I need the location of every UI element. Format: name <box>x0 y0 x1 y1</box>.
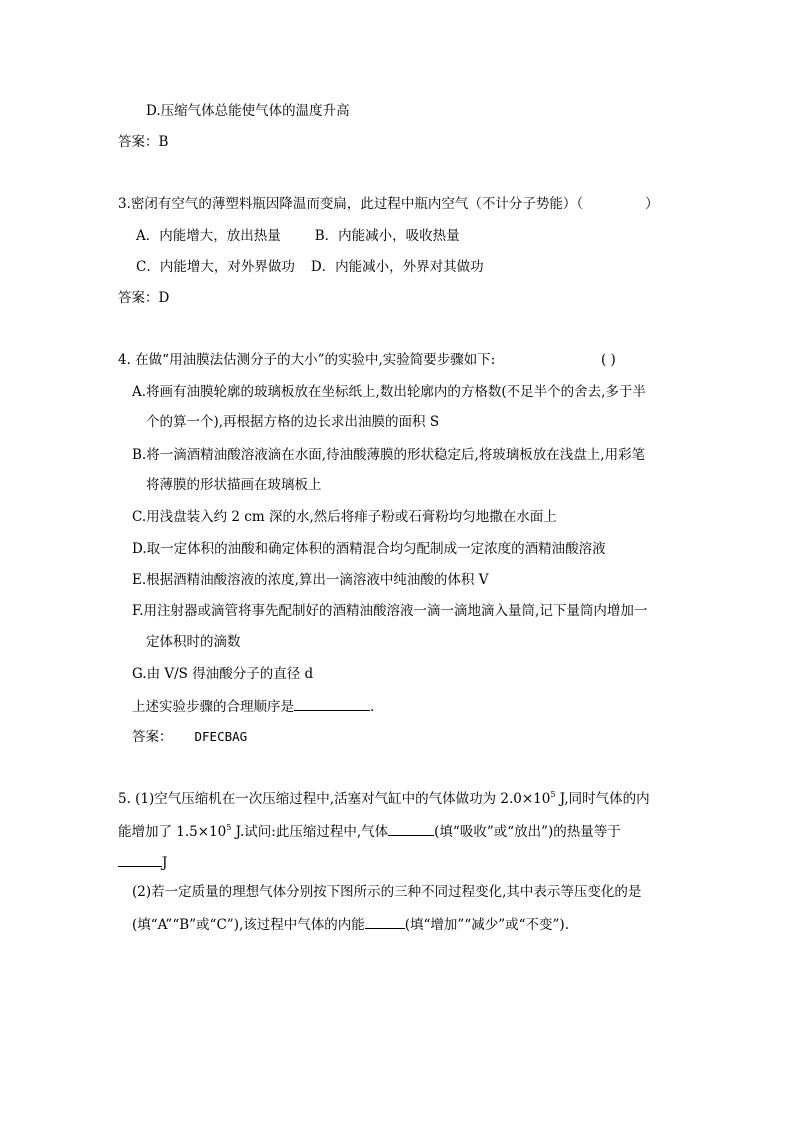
q4-step-e: E.根据酒精油酸溶液的浓度,算出一滴溶液中纯油酸的体积 V <box>132 572 489 588</box>
q3-option-a: A．内能增大，放出热量 <box>136 228 281 244</box>
q3-option-c: C．内能增大，对外界做功 <box>136 259 295 275</box>
q4-answer-value: DFECBAG <box>194 729 248 744</box>
q5-part2-text-a: (填“A”“B”或“C”),该过程中气体的内能 <box>132 917 365 933</box>
q5-part1-line-1 <box>118 790 650 808</box>
q4-answer-blank[interactable] <box>294 696 370 711</box>
q3-stem-close: ） <box>645 196 659 212</box>
q3-stem <box>118 195 659 213</box>
q5-p2-text-a: 能增加了 1.5×10 <box>118 824 227 840</box>
q4-paren: ( ) <box>601 352 616 368</box>
q4-step-b-line-2: 将薄膜的形状描画在玻璃板上 <box>146 477 322 493</box>
q5-p2-exponent: 5 <box>226 823 232 832</box>
q5-absorb-release-blank[interactable] <box>388 821 434 836</box>
q2-answer: 答案：B <box>118 134 169 150</box>
q5-heat-unit: J <box>162 855 168 871</box>
q4-step-c: C.用浅盘装入约 2 cm 深的水,然后将痱子粉或石膏粉均匀地撒在水面上 <box>132 509 557 525</box>
q5-p1-text-b: J,同时气体的内 <box>555 791 650 807</box>
q4-stem: 4. 在做“用油膜法估测分子的大小”的实验中,实验简要步骤如下: <box>118 352 496 368</box>
q3-option-d: D．内能减小，外界对其做功 <box>310 259 484 275</box>
q4-step-a-line-2: 个的算一个),再根据方格的边长求出油膜的面积 S <box>146 414 440 430</box>
q5-part2-text-b: (填“增加”“减少”或“不变”). <box>404 917 569 933</box>
q4-step-g: G.由 V/S 得油酸分子的直径 d <box>132 666 314 682</box>
q5-p2-text-b: J.试问:此压缩过程中,气体 <box>231 824 389 840</box>
q3-option-b: B．内能减小，吸收热量 <box>314 228 460 244</box>
q4-question-text: 上述实验步骤的合理顺序是 <box>132 699 294 715</box>
q4-answer <box>132 728 247 746</box>
q3-options-row-1 <box>136 227 460 245</box>
q4-answer-label: 答案： <box>132 729 173 745</box>
q4-step-a-line-1: A.将画有油膜轮廓的玻璃板放在坐标纸上,数出轮廓内的方格数(不足半个的舍去,多于半 <box>132 384 646 400</box>
q4-step-d: D.取一定体积的油酸和确定体积的酒精混合均匀配制成一定浓度的酒精油酸溶液 <box>132 541 606 557</box>
q4-question-end: . <box>370 699 375 715</box>
q3-stem-text: 3.密闭有空气的薄塑料瓶因降温而变扁，此过程中瓶内空气（不计分子势能）（ <box>118 196 584 212</box>
q5-p1-exponent: 5 <box>550 790 556 799</box>
q5-part2-line-2 <box>132 914 569 934</box>
q5-part2-line-1: (2)若一定质量的理想气体分别按下图所示的三种不同过程变化,其中表示等压变化的是 <box>132 884 642 900</box>
q5-part1-line-3 <box>118 852 167 872</box>
q4-step-f-line-2: 定体积时的滴数 <box>146 634 241 650</box>
q5-heat-blank[interactable] <box>118 852 162 867</box>
q5-internal-energy-blank[interactable] <box>365 914 405 929</box>
q3-options-row-2 <box>136 258 484 276</box>
q3-answer: 答案：D <box>118 290 170 306</box>
q4-step-b-line-1: B.将一滴酒精油酸溶液滴在水面,待油酸薄膜的形状稳定后,将玻璃板放在浅盘上,用彩笔 <box>132 447 646 463</box>
q5-p2-text-c: (填“吸收”或“放出”)的热量等于 <box>434 824 621 840</box>
q5-p1-text-a: 5. (1)空气压缩机在一次压缩过程中,活塞对气缸中的气体做功为 2.0×10 <box>118 791 551 807</box>
q4-question <box>132 696 374 716</box>
q5-part1-line-2 <box>118 821 621 841</box>
q2-option-d: D.压缩气体总能使气体的温度升高 <box>146 103 350 119</box>
q4-step-f-line-1: F.用注射器或滴管将事先配制好的酒精油酸溶液一滴一滴地滴入量筒,记下量筒内增加一 <box>132 603 648 619</box>
